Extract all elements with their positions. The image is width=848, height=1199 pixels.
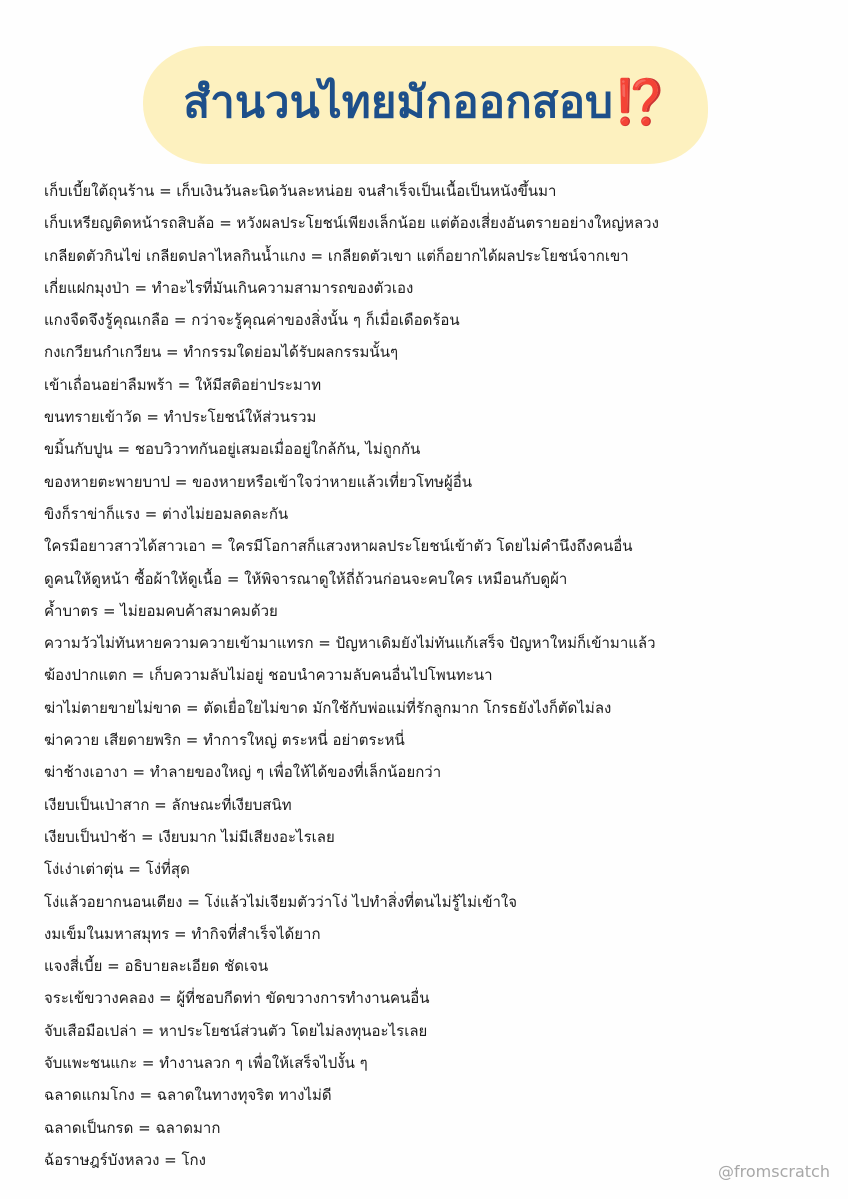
list-item: ฆ้องปากแตก = เก็บความลับไม่อยู่ ชอบนำความลับคนอื่นไปโพนทะนา bbox=[44, 666, 493, 685]
list-item: ฆ่าควาย เสียดายพริก = ทำการใหญ่ ตระหนี่ อย่าตระหนี่ bbox=[44, 731, 405, 750]
list-item: ขิงก็ราข่าก็แรง = ต่างไม่ยอมลดละกัน bbox=[44, 504, 289, 523]
list-item: กงเกวียนกำเกวียน = ทำกรรมใดย่อมได้รับผลกรรมนั้นๆ bbox=[44, 343, 399, 362]
watermark: @fromscratch bbox=[718, 1162, 830, 1181]
list-item: ขนทรายเข้าวัด = ทำประโยชน์ให้ส่วนรวม bbox=[44, 408, 317, 427]
list-item: ใครมือยาวสาวได้สาวเอา = ใครมีโอกาสก็แสวงหาผลประโยชน์เข้าตัว โดยไม่คำนึงถึงคนอื่น bbox=[44, 537, 633, 556]
list-item: ขมิ้นกับปูน = ชอบวิวาทกันอยู่เสมอเมื่ออยู่ใกล้กัน, ไม่ถูกกัน bbox=[44, 440, 421, 459]
idiom-list bbox=[44, 175, 834, 1176]
list-item: แกงจืดจึงรู้คุณเกลือ = กว่าจะรู้คุณค่าของสิ่งนั้น ๆ ก็เมื่อเดือดร้อน bbox=[44, 311, 460, 330]
list-item: ฉ้อราษฎร์บังหลวง = โกง bbox=[44, 1150, 206, 1169]
list-item: เก็บเบี้ยใต้ถุนร้าน = เก็บเงินวันละนิดวันละหน่อย จนสำเร็จเป็นเนื้อเป็นหนังขึ้นมา bbox=[44, 182, 557, 200]
interrobang-icon: ⁉️ bbox=[612, 77, 668, 128]
list-item: เกี่ยแฝกมุงป่า = ทำอะไรที่มันเกินความสามารถของตัวเอง bbox=[44, 278, 414, 297]
list-item: ฆ่าช้างเอางา = ทำลายของใหญ่ ๆ เพื่อให้ได้ของที่เล็กน้อยกว่า bbox=[44, 763, 442, 782]
title-text: สำนวนไทยมักออกสอบ bbox=[183, 77, 613, 128]
list-item: ดูคนให้ดูหน้า ซื้อผ้าให้ดูเนื้อ = ให้พิจารณาดูให้ถี่ถ้วนก่อนจะคบใคร เหมือนกับดูผ้า bbox=[44, 569, 568, 588]
list-item: จระเข้ขวางคลอง = ผู้ที่ชอบกีดท่า ขัดขวางการทำงานคนอื่น bbox=[44, 989, 430, 1008]
list-item: ฉลาดเป็นกรด = ฉลาดมาก bbox=[44, 1118, 221, 1137]
list-item: โง่แล้วอยากนอนเตียง = โง่แล้วไม่เจียมตัวว่าโง่ ไปทำสิ่งที่ตนไม่รู้ไม่เข้าใจ bbox=[44, 892, 517, 911]
list-item: ความวัวไม่ทันหายความควายเข้ามาแทรก = ปัญหาเดิมยังไม่ทันแก้เสร็จ ปัญหาใหม่ก็เข้ามาแล้ว bbox=[44, 634, 656, 653]
list-item: ฉลาดแกมโกง = ฉลาดในทางทุจริต ทางไม่ดี bbox=[44, 1086, 332, 1105]
list-item: โง่เง่าเต่าตุ่น = โง่ที่สุด bbox=[44, 860, 190, 879]
list-item: ฆ่าไม่ตายขายไม่ขาด = ตัดเยื่อใยไม่ขาด มักใช้กับพ่อแม่ที่รักลูกมาก โกรธยังไงก็ตัดไม่ลง bbox=[44, 698, 612, 717]
list-item: เข้าเถื่อนอย่าลืมพร้า = ให้มีสติอย่าประมาท bbox=[44, 375, 322, 394]
list-item: แจงสี่เบี้ย = อธิบายละเอียด ชัดเจน bbox=[44, 957, 269, 976]
list-item: ของหายตะพายบาป = ของหายหรือเข้าใจว่าหายแล้วเที่ยวโทษผู้อื่น bbox=[44, 472, 473, 491]
list-item: เก็บเหรียญติดหน้ารถสิบล้อ = หวังผลประโยชน์เพียงเล็กน้อย แต่ต้องเสี่ยงอันตรายอย่างใหญ่หลวง bbox=[44, 214, 659, 233]
list-item: จับเสือมือเปล่า = หาประโยชน์ส่วนตัว โดยไม่ลงทุนอะไรเลย bbox=[44, 1021, 428, 1040]
list-item: งมเข็มในมหาสมุทร = ทำกิจที่สำเร็จได้ยาก bbox=[44, 924, 321, 943]
list-item: เงียบเป็นป่าช้า = เงียบมาก ไม่มีเสียงอะไรเลย bbox=[44, 827, 335, 846]
list-item: เกลียดตัวกินไข่ เกลียดปลาไหลกินน้ำแกง = เกลียดตัวเขา แต่ก็อยากได้ผลประโยชน์จากเขา bbox=[44, 246, 629, 265]
list-item: ค้ำบาตร = ไม่ยอมคบค้าสมาคมด้วย bbox=[44, 601, 278, 620]
page-title bbox=[143, 68, 708, 138]
list-item: เงียบเป็นเป่าสาก = ลักษณะที่เงียบสนิท bbox=[44, 795, 292, 814]
list-item: จับแพะชนแกะ = ทำงานลวก ๆ เพื่อให้เสร็จไปงั้น ๆ bbox=[44, 1054, 368, 1073]
